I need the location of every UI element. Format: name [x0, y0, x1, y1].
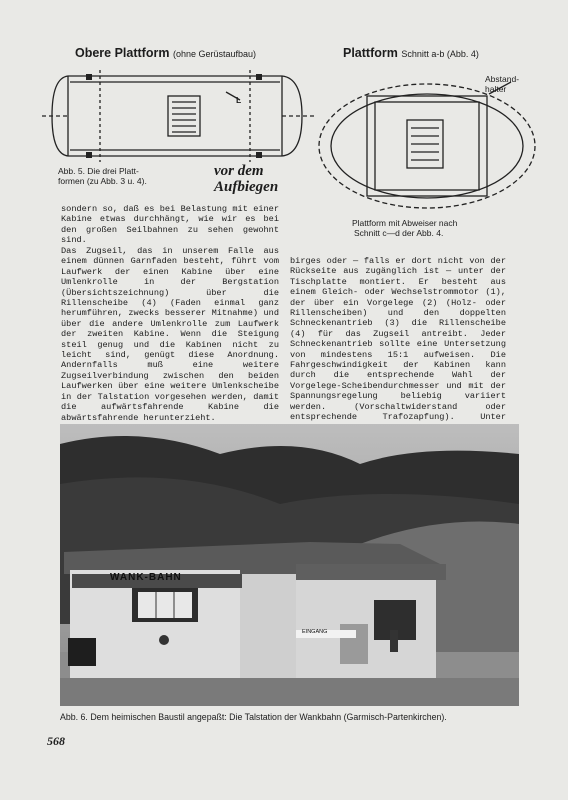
handwritten-line-1: vor dem	[214, 163, 264, 179]
photo-caption: Abb. 6. Dem heimischen Baustil angepaßt: Die Talstation der Wankbahn (Garmisch-Partenkirchen).	[60, 712, 447, 722]
left-heading	[75, 46, 256, 60]
paragraph-zugseil: Das Zugseil, das in unserem Falle aus einem dünnen Garnfaden besteht, führt vom Laufwerk der einen Kabine über eine Umlenkrolle in der Bergstation (Übersichtszeichnung) über die Rillenscheibe (4) (Faden einmal ganz herumführen, zwecks besserer Mitnahme) und über die andere Umlenkrolle zum Laufwerk der zweiten Kabine. Wenn die Steigung steil genug und die Kabinen nicht zu leicht sind, genügt diese Anordnung. Andernfalls muß eine weitere Zugseilverbindung zwischen den beiden Laufwerken über eine weitere Umlenkscheibe in der Talstation vorgesehen werden, damit die aufwärtsfahrende Kabine die abwärtsfahrende herunterzieht.	[61, 246, 279, 423]
handwritten-line-2: Aufbiegen	[214, 179, 279, 195]
right-heading	[343, 46, 479, 60]
platform-section-drawing	[315, 76, 545, 216]
station-sign: WANK-BAHN	[110, 572, 182, 583]
platform-top-drawing	[40, 66, 320, 166]
paragraph-gebirge: birges oder — falls er dort nicht von der Rückseite aus zugänglich ist — unter der Tischplatte montiert. Er besteht aus einem Gleich- oder Wechselstrommotor (1), der über ein Vorgelege (2) (Holz- oder Rillenscheiben) und den doppelten Schneckenantrieb (3) die Rillenscheibe (4) für das Zugseil antreibt. Jeder Schneckenantrieb sollte eine Untersetzung von mindestens 15:1 aufweisen. Die Fahrgeschwindigkeit der Kabinen kann durch die entsprechende Wahl der Vorgelege-Scheibendurchmesser und mit der Spannungsregelung beliebig variiert werden. (Vorschaltwiderstand oder entsprechende Trafozapfung). Unter	[290, 256, 506, 423]
left-column	[61, 246, 279, 452]
spacer-label-line-2: halter	[485, 84, 507, 94]
right-heading-title: Plattform	[343, 46, 398, 60]
entrance-sign: EINGANG	[302, 629, 328, 635]
paragraph-intro: sondern so, daß es bei Belastung mit einer Kabine etwas durchhängt, wie wir es bei den großen Seilbahnen zu sehen gewohnt sind.	[61, 204, 279, 246]
spacer-label-line-1: Abstand-	[485, 74, 520, 84]
handwritten-note	[214, 163, 278, 195]
page-number: 568	[47, 734, 65, 748]
station-photo	[60, 424, 519, 706]
right-heading-subtitle: Schnitt a-b (Abb. 4)	[401, 49, 479, 59]
fig5-caption-line-1: Abb. 5. Die drei Platt-	[58, 166, 139, 176]
fig5-caption-line-2: formen (zu Abb. 3 u. 4).	[58, 176, 147, 186]
station-photo-image	[60, 424, 519, 706]
section-caption-line-1: Plattform mit Abweiser nach	[352, 218, 458, 228]
fig5-caption	[58, 166, 147, 186]
section-caption	[352, 218, 457, 238]
fig5-label-l: L	[236, 95, 242, 105]
spacer-label	[485, 74, 519, 94]
left-column-top	[61, 204, 279, 250]
left-heading-subtitle: (ohne Gerüstaufbau)	[172, 49, 257, 59]
section-caption-line-2: Schnitt c—d der Abb. 4.	[354, 228, 444, 238]
left-heading-title: Obere Plattform	[75, 46, 170, 60]
